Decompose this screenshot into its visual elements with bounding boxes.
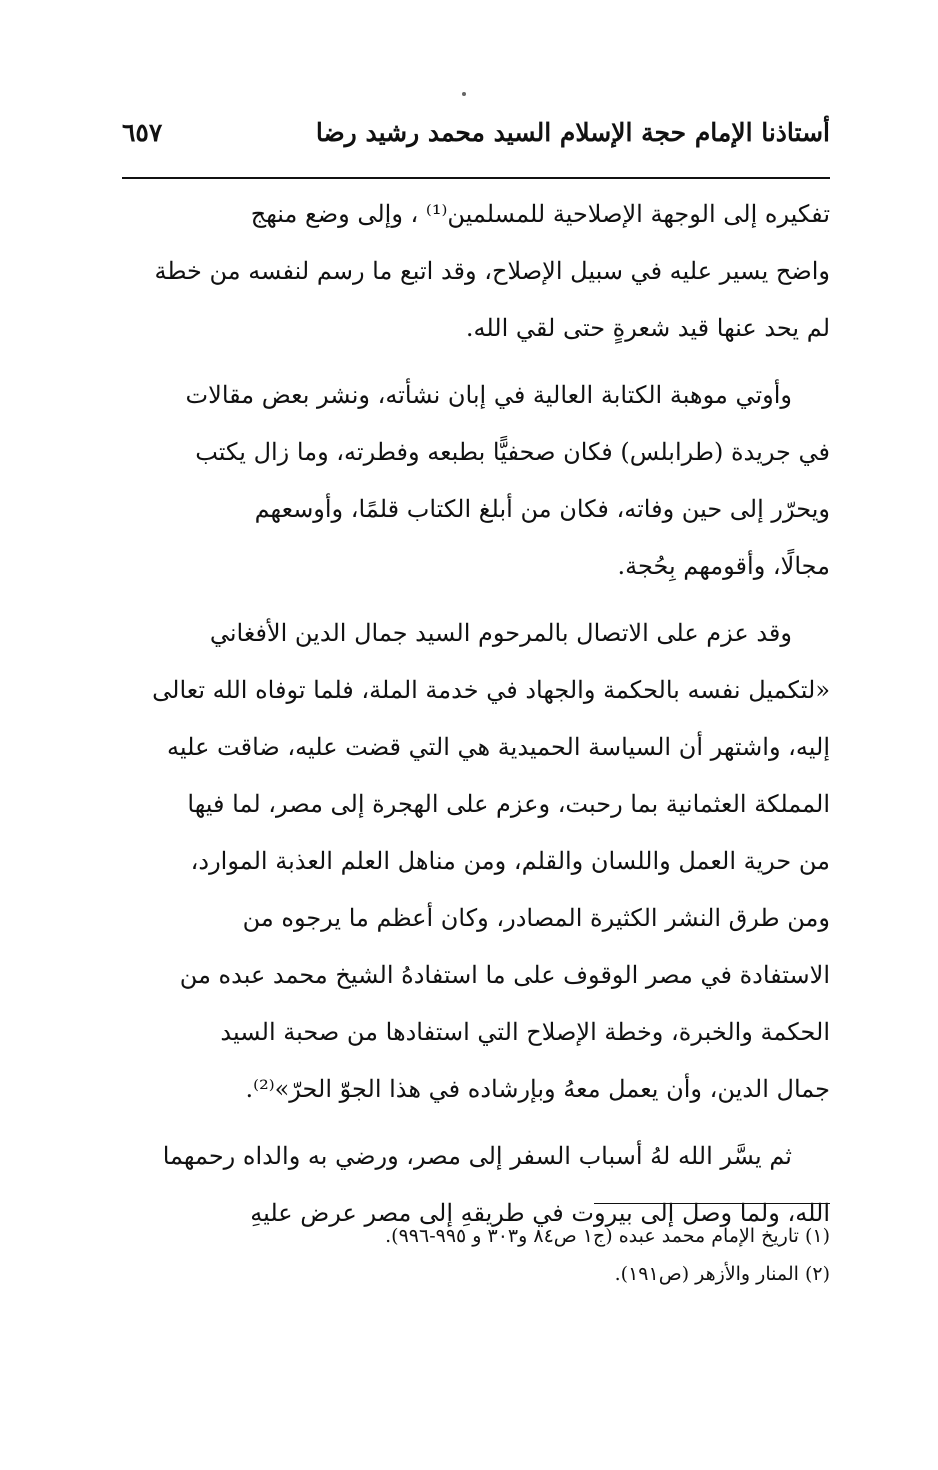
- scan-speck: [462, 92, 466, 96]
- header-divider: [122, 177, 830, 179]
- paragraph-3: وقد عزم على الاتصال بالمرحوم السيد جمال الدين الأفغاني «لتكميل نفسه بالحكمة والجهاد في خدمة الملة، فلما توفاه الله تعالى إليه، واشتهر أن السياسة الحميدية هي التي قضت عليه، ضاقت عليه المملكة العثمانية بما رحبت، وعزم على الهجرة إلى مصر، لما فيها من حرية العمل واللسان والقلم، ومن مناهل العلم العذبة الموارد، ومن طرق النشر الكثيرة المصادر، وكان أعظم ما يرجوه من الاستفادة في مصر الوقوف على ما استفادهُ الشيخ محمد عبده من الحكمة والخبرة، وخطة الإصلاح التي استفادها من صحبة السيد جمال الدين، وأن يعمل معهُ وبإرشاده في هذا الجوّ الحرّ»⁽²⁾.: [152, 619, 830, 1103]
- footnote-1: (١) تاريخ الإمام محمد عبده (ج١ ص٨٤ و٣٠٣ و ٩٩٥-٩٩٦).: [385, 1225, 830, 1247]
- paragraph-4: ثم يسَّر الله لهُ أسباب السفر إلى مصر، ورضي به والداه رحمهما الله، ولما وصل إلى بيروت في طريقهِ إلى مصر عرض عليهِ: [162, 1142, 830, 1227]
- running-title: أستاذنا الإمام حجة الإسلام السيد محمد رشيد رضا: [315, 118, 830, 147]
- footnote-divider: [594, 1203, 830, 1204]
- main-text: [122, 186, 830, 1252]
- page-number: ٦٥٧: [122, 118, 163, 147]
- paragraph-2: وأوتي موهبة الكتابة العالية في إبان نشأته، ونشر بعض مقالات في جريدة (طرابلس) فكان صحفيًّا بطبعه وفطرته، وما زال يكتب ويحرّر إلى حين وفاته، فكان من أبلغ الكتاب قلمًا، وأوسعهم مجالًا، وأقومهم بِحُجة.: [185, 381, 830, 580]
- paragraph-1: تفكيره إلى الوجهة الإصلاحية للمسلمين⁽¹⁾ ، وإلى وضع منهج واضح يسير عليه في سبيل الإصلاح، وقد اتبع ما رسم لنفسه من خطة لم يحد عنها قيد شعرةٍ حتى لقي الله.: [154, 200, 830, 342]
- running-header: [122, 112, 830, 162]
- footnotes: [122, 1217, 830, 1293]
- footnote-2: (٢) المنار والأزهر (ص١٩١).: [614, 1263, 830, 1285]
